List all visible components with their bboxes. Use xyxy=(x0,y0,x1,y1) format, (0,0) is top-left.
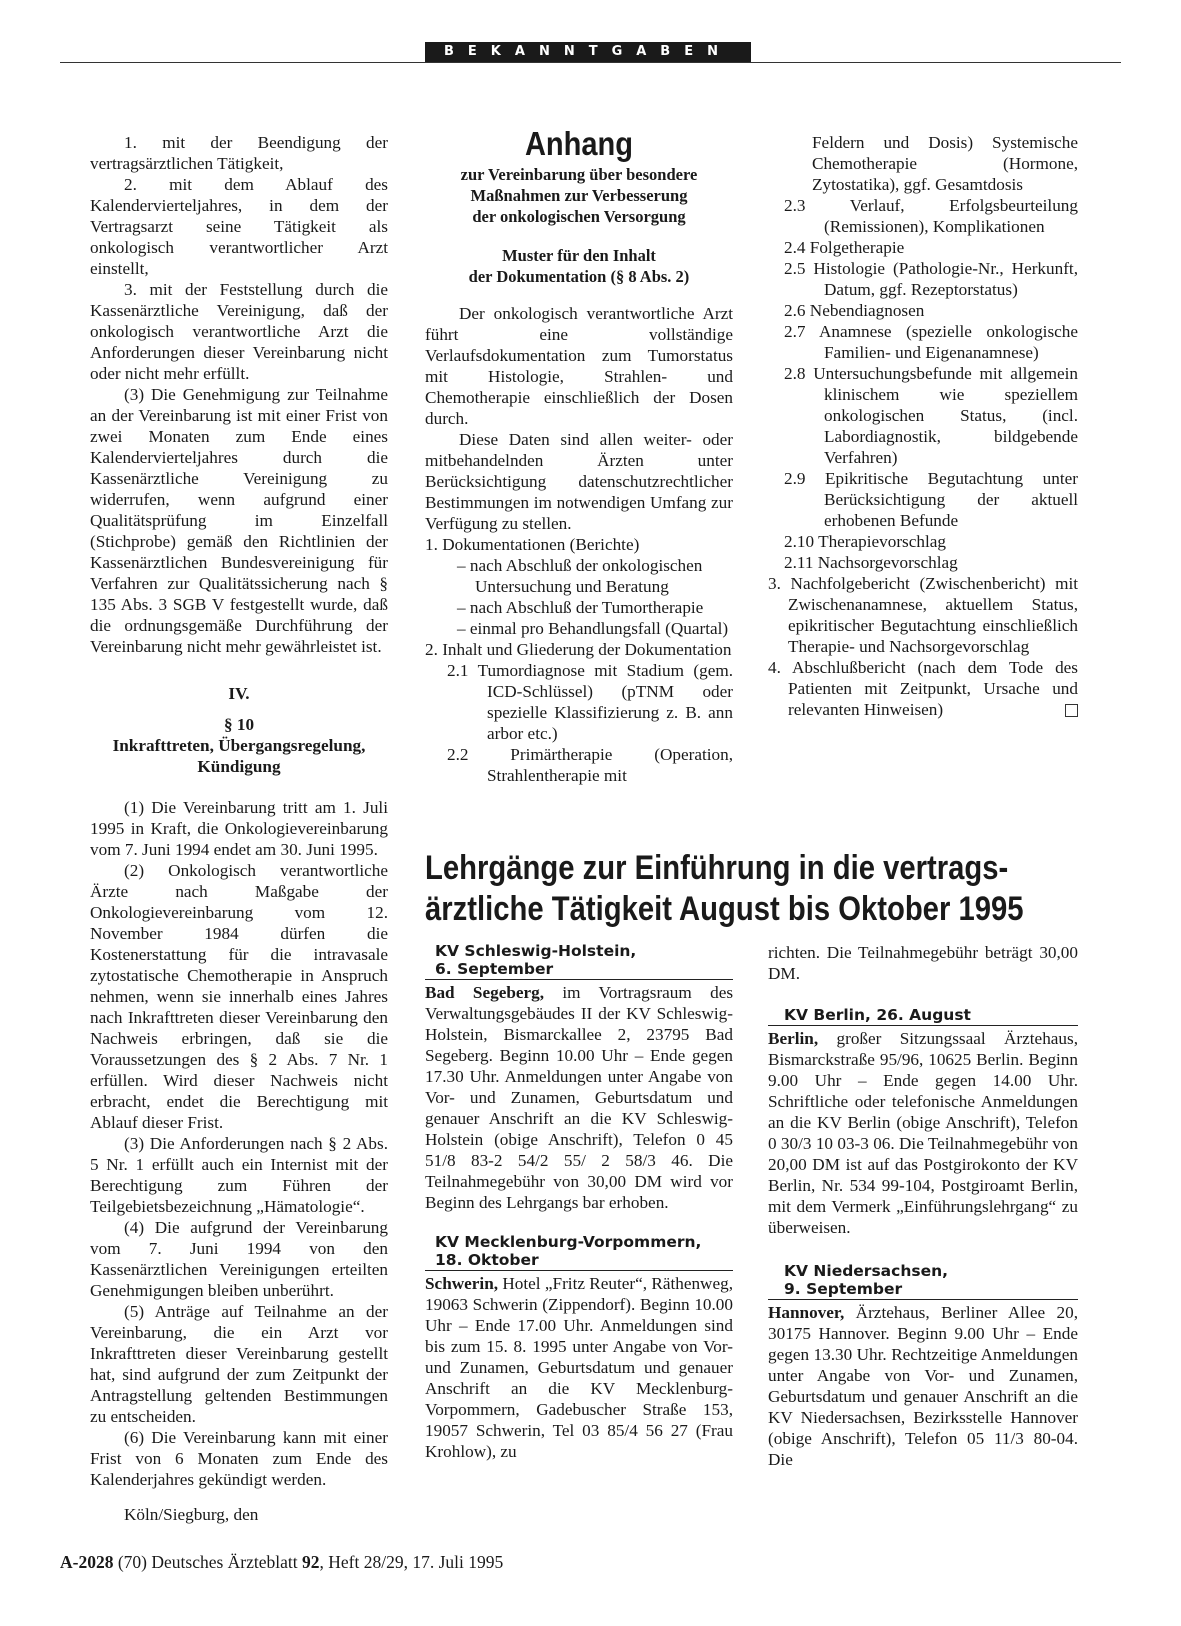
paragraph: 3. mit der Feststellung durch die Kassenärztliche Vereinigung, daß der onkologisch verantwortliche Arzt die Anforderungen dieser Vereinbarung nicht oder nicht mehr erfüllt. xyxy=(90,280,388,383)
page-number: A-2028 xyxy=(60,1552,114,1572)
list-item: 2.4 Folgetherapie xyxy=(784,238,905,257)
paragraph: Der onkologisch verantwortliche Arzt führt eine vollständige Verlaufsdokumentation zum Tumorstatus mit Histologie, Strahlen- und Chemotherapie einschließlich der Dosen durch. xyxy=(425,304,733,428)
paragraph: (2) Onkologisch verantwortliche Ärzte nach Maßgabe der Onkologievereinbarung vom 12. November 1984 dürfen die Kostenerstattung für die intravasale zytostatische Chemotherapie in Anspruch nehmen, wenn sie innerhalb eines Jahres nach Inkrafttreten dieser Vereinbarung den Nachweis erbringen, daß sie die Voraussetzungen des § 2 Abs. 7 Nr. 1 erfüllen. Wird dieser Nachweis nicht erbracht, endet die Berechtigung mit Ablauf dieser Frist. xyxy=(90,861,388,1132)
list-item: – nach Abschluß der onkologischen Untersuchung und Beratung xyxy=(457,556,703,596)
event-heading: KV Niedersachsen, 9. September xyxy=(768,1262,1078,1300)
end-mark-icon xyxy=(1065,704,1078,717)
list-item: – nach Abschluß der Tumortherapie xyxy=(457,598,704,617)
column-left xyxy=(90,132,388,1525)
article-column-right xyxy=(768,942,1078,1470)
section-title: Kündigung xyxy=(197,757,281,776)
paragraph: (5) Anträge auf Teilnahme an der Vereinbarung, die ein Arzt vor Inkrafttreten dieser Vereinbarung gestellt hat, sind aufgrund der zum Zeitpunkt der Antragstellung geltenden Bestimmungen zu entscheiden. xyxy=(90,1302,388,1426)
paragraph: (6) Die Vereinbarung kann mit einer Frist von 6 Monaten zum Ende des Kalenderjahres gekündigt werden. xyxy=(90,1428,388,1489)
event-heading: KV Mecklenburg-Vorpommern, 18. Oktober xyxy=(425,1233,733,1271)
event-place: Schwerin, xyxy=(425,1274,499,1293)
article-headline xyxy=(425,848,1027,930)
paragraph: 2. mit dem Ablauf des Kalendervierteljahres, in dem der Vertragsarzt seine Tätigkeit als onkologisch verantwortlicher Arzt einstellt, xyxy=(90,175,388,278)
volume-number: 92 xyxy=(302,1552,320,1572)
event-text: Bad Segeberg, im Vortragsraum des Verwaltungsgebäudes II der KV Schleswig-Holstein, Bismarckallee 2, 23795 Bad Segeberg. Beginn 10.00 Uhr – Ende gegen 17.30 Uhr. Anmeldungen unter Angabe von Vor- und Zunamen, Geburtsdatum und genauer Anschrift an die KV Schleswig-Holstein (obige Anschrift), Telefon 0 45 51/8 83-2 54/2 55/ 2 58/3 46. Die Teilnahmegebühr von 30,00 DM wird vor Beginn des Lehrgangs bar erhoben. xyxy=(425,983,734,1212)
header-rule xyxy=(60,62,1121,63)
list-item: 2.5 Histologie (Pathologie-Nr., Herkunft, Datum, ggf. Rezeptorstatus) xyxy=(784,259,1078,299)
column-middle xyxy=(425,124,733,786)
list-item: 3. Nachfolgebericht (Zwischenbericht) mit Zwischenanamnese, aktuellem Status, epikritischer Begutachtung einschließlich Therapie- und Nachsorgevorschlag xyxy=(768,574,1078,656)
list-item: 2.6 Nebendiagnosen xyxy=(784,301,925,320)
list-item: 2.9 Epikritische Begutachtung unter Berücksichtigung der aktuell erhobenen Befunde xyxy=(784,469,1078,530)
event-text: Berlin, großer Sitzungssaal Ärztehaus, Bismarckstraße 95/96, 10625 Berlin. Beginn 9.00 Uhr – Ende gegen 14.00 Uhr. Schriftliche oder telefonische Anmeldungen an die KV Berlin (obige Anschrift), Telefon 0 30/3 10 03-3 06. Die Teilnahmegebühr von 20,00 DM ist auf das Postgirokonto der KV Berlin, Nr. 534 99-104, Postgiroamt Berlin, mit dem Vermerk „Einführungslehrgang“ zu überweisen. xyxy=(768,1029,1078,1237)
column-right xyxy=(768,132,1078,720)
list-item: 2.11 Nachsorgevorschlag xyxy=(784,553,958,572)
appendix-subtitle: zur Vereinbarung über besondere xyxy=(460,165,698,184)
appendix-subtitle: der onkologischen Versorgung xyxy=(472,207,686,226)
event-place: Berlin, xyxy=(768,1029,819,1048)
paragraph: (3) Die Genehmigung zur Teilnahme an der Vereinbarung ist mit einer Frist von zwei Monaten zum Ende eines Kalendervierteljahres durch die Kassenärztliche Vereinigung zu widerrufen, wenn aufgrund einer Qualitätsprüfung im Einzelfall (Stichprobe) gemäß den Richtlinien der Kassenärztlichen Bundesvereinigung für Verfahren zur Qualitätssicherung nach § 135 Abs. 3 SGB V festgestellt wurde, daß die ordnungsgemäße Durchführung der Vereinbarung nicht mehr gewährleistet ist. xyxy=(90,385,388,656)
headline-line: ärztliche Tätigkeit August bis Oktober 1995 xyxy=(425,890,1024,928)
section-title: Inkrafttreten, Übergangsregelung, xyxy=(112,736,366,755)
list-item xyxy=(768,657,1078,720)
headline-line: Lehrgänge zur Einführung in die vertrags- xyxy=(425,849,1009,887)
event-text: Hannover, Ärztehaus, Berliner Allee 20, 30175 Hannover. Beginn 9.00 Uhr – Ende gegen 13.30 Uhr. Rechtzeitige Anmeldungen unter Angabe von Vor- und Zunamen, Geburtsdatum und genauer Anschrift an die KV Niedersachsen, Bezirksstelle Hannover (obige Anschrift), Telefon 05 11/3 80-04. Die xyxy=(768,1303,1078,1469)
list-item: – einmal pro Behandlungsfall (Quartal) xyxy=(457,619,729,638)
event-text: Schwerin, Hotel „Fritz Reuter“, Räthenweg, 19063 Schwerin (Zippendorf). Beginn 10.00 Uhr – Ende 17.00 Uhr. Anmeldungen sind bis zum 15. 8. 1995 unter Angabe von Vor- und Zunamen, Geburtsdatum und genauer Anschrift an die KV Mecklenburg-Vorpommern, Gadebuscher Straße 153, 19057 Schwerin, Tel 03 85/4 56 27 (Frau Krohlow), zu xyxy=(425,1274,733,1461)
appendix-subtitle: der Dokumentation (§ 8 Abs. 2) xyxy=(468,267,690,286)
list-item: 2. Inhalt und Gliederung der Dokumentation xyxy=(425,640,732,659)
appendix-title: Anhang xyxy=(524,125,634,162)
section-label: BEKANNTGABEN xyxy=(425,42,751,62)
event-heading: KV Schleswig-Holstein, 6. September xyxy=(425,942,733,980)
section-roman: IV. xyxy=(228,684,250,703)
list-item: 1. Dokumentationen (Berichte) xyxy=(425,535,640,554)
list-item-text: 4. Abschlußbericht (nach dem Tode des Patienten mit Zeitpunkt, Ursache und relevanten Hinweisen) xyxy=(768,658,1078,719)
event-place: Bad Segeberg, xyxy=(425,983,545,1002)
paragraph: Köln/Siegburg, den xyxy=(124,1505,259,1524)
event-text: richten. Die Teilnahmegebühr beträgt 30,00 DM. xyxy=(768,943,1078,983)
paragraph: Diese Daten sind allen weiter- oder mitbehandelnden Ärzten unter Berücksichtigung datenschutzrechtlicher Bestimmungen im notwendigen Umfang zur Verfügung zu stellen. xyxy=(425,430,733,533)
list-item: 2.8 Untersuchungsbefunde mit allgemein klinischem wie speziellem onkologischen Status, (incl. Labordiagnostik, bildgebende Verfahren) xyxy=(784,364,1078,467)
list-item: 2.10 Therapievorschlag xyxy=(784,532,946,551)
event-place: Hannover, xyxy=(768,1303,845,1322)
appendix-subtitle: Muster für den Inhalt xyxy=(502,246,656,265)
list-item: 2.7 Anamnese (spezielle onkologische Familien- und Eigenanamnese) xyxy=(784,322,1078,362)
list-item: 2.3 Verlauf, Erfolgsbeurteilung (Remissionen), Komplikationen xyxy=(784,196,1078,236)
section-number: § 10 xyxy=(223,715,255,734)
paragraph: (4) Die aufgrund der Vereinbarung vom 7. Juni 1994 von den Kassenärztlichen Vereinigungen erteilten Genehmigungen bleiben unberührt. xyxy=(90,1218,388,1300)
paragraph: (3) Die Anforderungen nach § 2 Abs. 5 Nr. 1 erfüllt auch ein Internist mit der Berechtigung zum Führen der Teilgebietsbezeichnung „Hämatologie“. xyxy=(90,1134,388,1216)
article-column-left xyxy=(425,942,733,1462)
list-item: 2.1 Tumordiagnose mit Stadium (gem. ICD-Schlüssel) (pTNM oder spezielle Klassifizierung z. B. ann arbor etc.) xyxy=(447,661,733,743)
appendix-subtitle: Maßnahmen zur Verbesserung xyxy=(470,186,688,205)
paragraph: 1. mit der Beendigung der vertragsärztlichen Tätigkeit, xyxy=(90,133,388,173)
list-item: 2.2 Primärtherapie (Operation, Strahlentherapie mit xyxy=(447,745,733,785)
list-item: Feldern und Dosis) Systemische Chemotherapie (Hormone, Zytostatika), ggf. Gesamtdosis xyxy=(812,133,1078,194)
event-heading: KV Berlin, 26. August xyxy=(768,1006,1078,1026)
paragraph: (1) Die Vereinbarung tritt am 1. Juli 1995 in Kraft, die Onkologievereinbarung vom 7. Juni 1994 endet am 30. Juni 1995. xyxy=(90,798,388,859)
page-footer: A-2028 (70) Deutsches Ärzteblatt 92, Heft 28/29, 17. Juli 1995 xyxy=(60,1552,504,1572)
